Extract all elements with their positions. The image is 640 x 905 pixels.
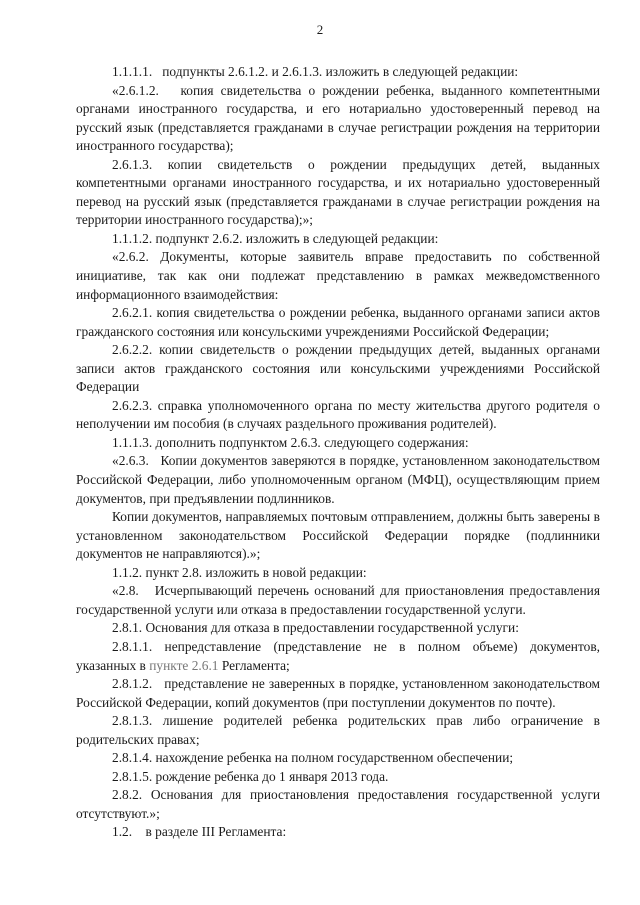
paragraph-1-1-1-2: 1.1.1.2. подпункт 2.6.2. изложить в следующей редакции: [112, 230, 439, 246]
paragraph-2-8-1-4: 2.8.1.4. нахождение ребенка на полном государственном обеспечении; [112, 750, 514, 766]
paragraph-2-8-2: 2.8.2. Основания для приостановления предоставления государственной услуги отсутствуют.»; [76, 787, 600, 821]
paragraph-1-1-1-3: 1.1.1.3. дополнить подпунктом 2.6.3. следующего содержания: [112, 434, 469, 450]
paragraph-2-6-2: «2.6.2. Документы, которые заявитель вправе предоставить по собственной инициативе, так как они подлежат представлению в рамках межведомственного информационного взаимодействия: [76, 249, 600, 302]
paragraph-2-6-3: «2.6.3. Копии документов заверяются в порядке, установленном законодательством Российской Федерации, либо уполномоченным органом (МФЦ), осуществляющим прием документов, при предъявлении подлинников. [76, 453, 600, 506]
paragraph-2-6-2-2: 2.6.2.2. копии свидетельств о рождении предыдущих детей, выданных органами записи актов гражданского состояния или консульскими учреждениями Российской Федерации [76, 342, 600, 395]
paragraph-2-6-2-1: 2.6.2.1. копия свидетельства о рождении ребенка, выданного органами записи актов гражданского состояния или консульскими учреждениями Российской Федерации; [76, 305, 600, 339]
reference-link-2-6-1[interactable]: пункте 2.6.1 [149, 657, 219, 673]
page-number: 2 [316, 22, 324, 37]
paragraph-2-8: «2.8. Исчерпывающий перечень оснований для приостановления предоставления государственной услуги или отказа в предоставлении государственной услуги. [76, 583, 600, 617]
paragraph-2-8-1-3: 2.8.1.3. лишение родителей ребенка родительских прав либо ограничение в родительских правах; [76, 713, 600, 747]
paragraph-2-8-1-1-text: 2.8.1.1. непредставление (представление не в полном объеме) документов, указанных в [76, 638, 600, 673]
paragraph-2-6-1-3: 2.6.1.3. копии свидетельств о рождении предыдущих детей, выданных компетентными органами иностранного государства, и их нотариально удостоверенный перевод на русский язык (представляется гражданами в случае регистрации рождения на территории иностранного государства);»; [76, 156, 600, 228]
document-body [76, 63, 600, 842]
paragraph-2-8-1: 2.8.1. Основания для отказа в предоставлении государственной услуги: [112, 620, 519, 636]
paragraph-2-8-1-5: 2.8.1.5. рождение ребенка до 1 января 2013 года. [112, 768, 389, 784]
paragraph-1-1-1-1: 1.1.1.1. подпункты 2.6.1.2. и 2.6.1.3. изложить в следующей редакции: [112, 64, 519, 79]
paragraph-2-8-1-1-tail: Регламента; [218, 657, 290, 673]
paragraph-1-1-2: 1.1.2. пункт 2.8. изложить в новой редакции: [112, 564, 367, 580]
paragraph-2-8-1-2: 2.8.1.2. представление не заверенных в порядке, установленном законодательством Российской Федерации, копий документов (при поступлении документов по почте). [76, 676, 600, 710]
paragraph-copies-by-post: Копии документов, направляемых почтовым отправлением, должны быть заверены в установленном законодательством Российской Федерации порядке (подлинники документов не направляются).»; [76, 509, 600, 562]
paragraph-2-6-2-3: 2.6.2.3. справка уполномоченного органа по месту жительства другого родителя о неполучении им пособия (в случаях раздельного проживания родителей). [76, 397, 600, 432]
paragraph-1-2: 1.2. в разделе III Регламента: [112, 824, 287, 840]
paragraph-2-6-1-2: «2.6.1.2. копия свидетельства о рождении ребенка, выданного компетентными органами иностранного государства, и его нотариально удостоверенный перевод на русский язык (представляется гражданами в случае регистрации рождения на территории иностранного государства); [76, 82, 600, 154]
paragraph-2-8-1-1 [76, 638, 600, 675]
